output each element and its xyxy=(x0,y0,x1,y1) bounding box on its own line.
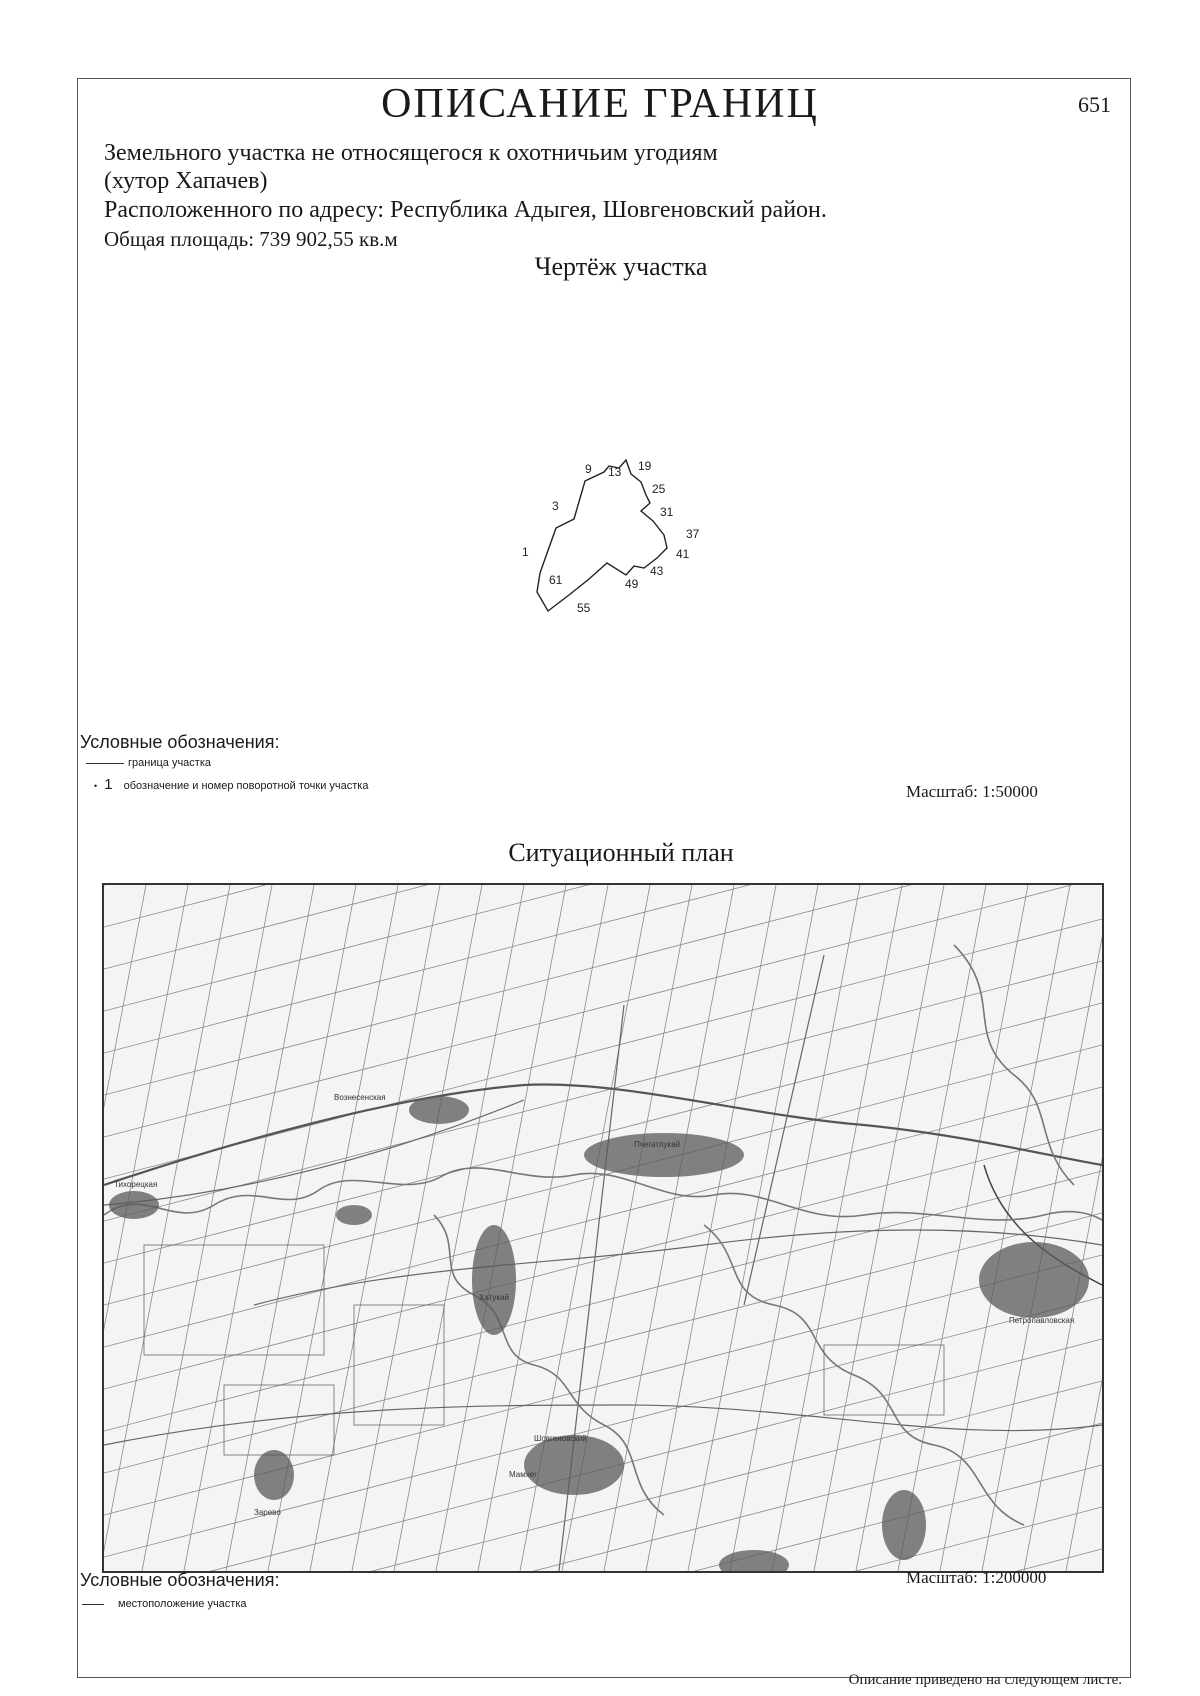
map-grid-line xyxy=(898,885,1028,1571)
map-grid-line xyxy=(646,885,776,1571)
map-grid-line xyxy=(104,919,1102,1179)
legend-point xyxy=(94,776,368,793)
point-label: 19 xyxy=(638,459,652,473)
map-grid-line xyxy=(104,1171,1102,1431)
location-line-symbol xyxy=(82,1604,104,1605)
situation-scale: Масштаб: 1:200000 xyxy=(906,1568,1047,1587)
point-label: 55 xyxy=(577,601,591,615)
point-dot-symbol: • xyxy=(94,781,98,791)
point-label: 61 xyxy=(549,573,563,587)
info-line-4: Общая площадь: 739 902,55 кв.м xyxy=(104,227,398,251)
map-grid-line xyxy=(104,885,146,1571)
info-line-2: (хутор Хапачев) xyxy=(104,168,268,194)
drawing-title: Чертёж участка xyxy=(534,252,708,281)
map-grid-line xyxy=(104,1297,1102,1557)
info-line-1: Земельного участка не относящегося к охотничьим угодиям xyxy=(104,140,718,166)
map-grid-line xyxy=(394,885,524,1571)
point-label: 9 xyxy=(585,462,592,476)
map-label: Пчегатлукай xyxy=(634,1140,681,1149)
map-grid-line xyxy=(104,961,1102,1221)
plot-drawing xyxy=(500,440,720,640)
footer-note: Описание приведено на следующем листе. xyxy=(848,1672,1122,1688)
map-grid-line xyxy=(104,885,188,1571)
legend-location xyxy=(82,1598,247,1610)
map-label: Тихорецкая xyxy=(114,1180,158,1189)
map-label: Заревo xyxy=(254,1508,281,1517)
topographic-map xyxy=(104,885,1102,1571)
map-grid-line xyxy=(310,885,440,1571)
map-grid-line xyxy=(1066,885,1102,1571)
map-label: Хатукай xyxy=(479,1293,509,1302)
map-label: Петропавловская xyxy=(1009,1316,1075,1325)
situation-legend-title: Условные обозначения: xyxy=(80,1570,280,1590)
legend-point-label: обозначение и номер поворотной точки участка xyxy=(123,780,369,792)
map-grid-line xyxy=(104,885,1102,1011)
point-label: 13 xyxy=(608,465,622,479)
point-label: 1 xyxy=(522,545,529,559)
map-grid-line xyxy=(104,1213,1102,1473)
map-grid-line xyxy=(352,885,482,1571)
map-label: Шовгеновский xyxy=(534,1434,587,1443)
map-grid-line xyxy=(856,885,986,1571)
point-label: 31 xyxy=(660,505,674,519)
map-grid-line xyxy=(730,885,860,1571)
map-grid-line xyxy=(814,885,944,1571)
map-grid-line xyxy=(184,885,314,1571)
map-label: Мамхег xyxy=(509,1470,537,1479)
point-label: 49 xyxy=(625,577,639,591)
page-title: ОПИСАНИЕ ГРАНИЦ xyxy=(381,81,819,127)
legend-location-label: местоположение участка xyxy=(118,1598,247,1610)
info-line-3: Расположенного по адресу: Республика Адыгея, Шовгеновский район. xyxy=(104,197,827,223)
page-number: 651 xyxy=(1078,92,1111,117)
map-grid-line xyxy=(104,885,1102,969)
map-grid-line xyxy=(104,1003,1102,1263)
legend-boundary xyxy=(86,757,211,769)
point-label: 3 xyxy=(552,499,559,513)
legend-boundary-label: граница участка xyxy=(128,757,211,769)
point-label: 25 xyxy=(652,482,666,496)
map-grid-line xyxy=(940,885,1070,1571)
legend-point-number: 1 xyxy=(104,776,113,793)
plot-boundary xyxy=(537,460,667,611)
map-grid-line xyxy=(142,885,272,1571)
point-label: 37 xyxy=(686,527,700,541)
map-grid-line xyxy=(104,885,1102,927)
map-label: Вознесенская xyxy=(334,1093,386,1102)
situation-map xyxy=(102,883,1104,1573)
drawing-legend-title: Условные обозначения: xyxy=(80,732,280,752)
point-label: 41 xyxy=(676,547,690,561)
boundary-line-symbol xyxy=(86,763,124,764)
drawing-scale: Масштаб: 1:50000 xyxy=(906,782,1038,801)
point-label: 43 xyxy=(650,564,664,578)
situation-title: Ситуационный план xyxy=(508,838,734,867)
